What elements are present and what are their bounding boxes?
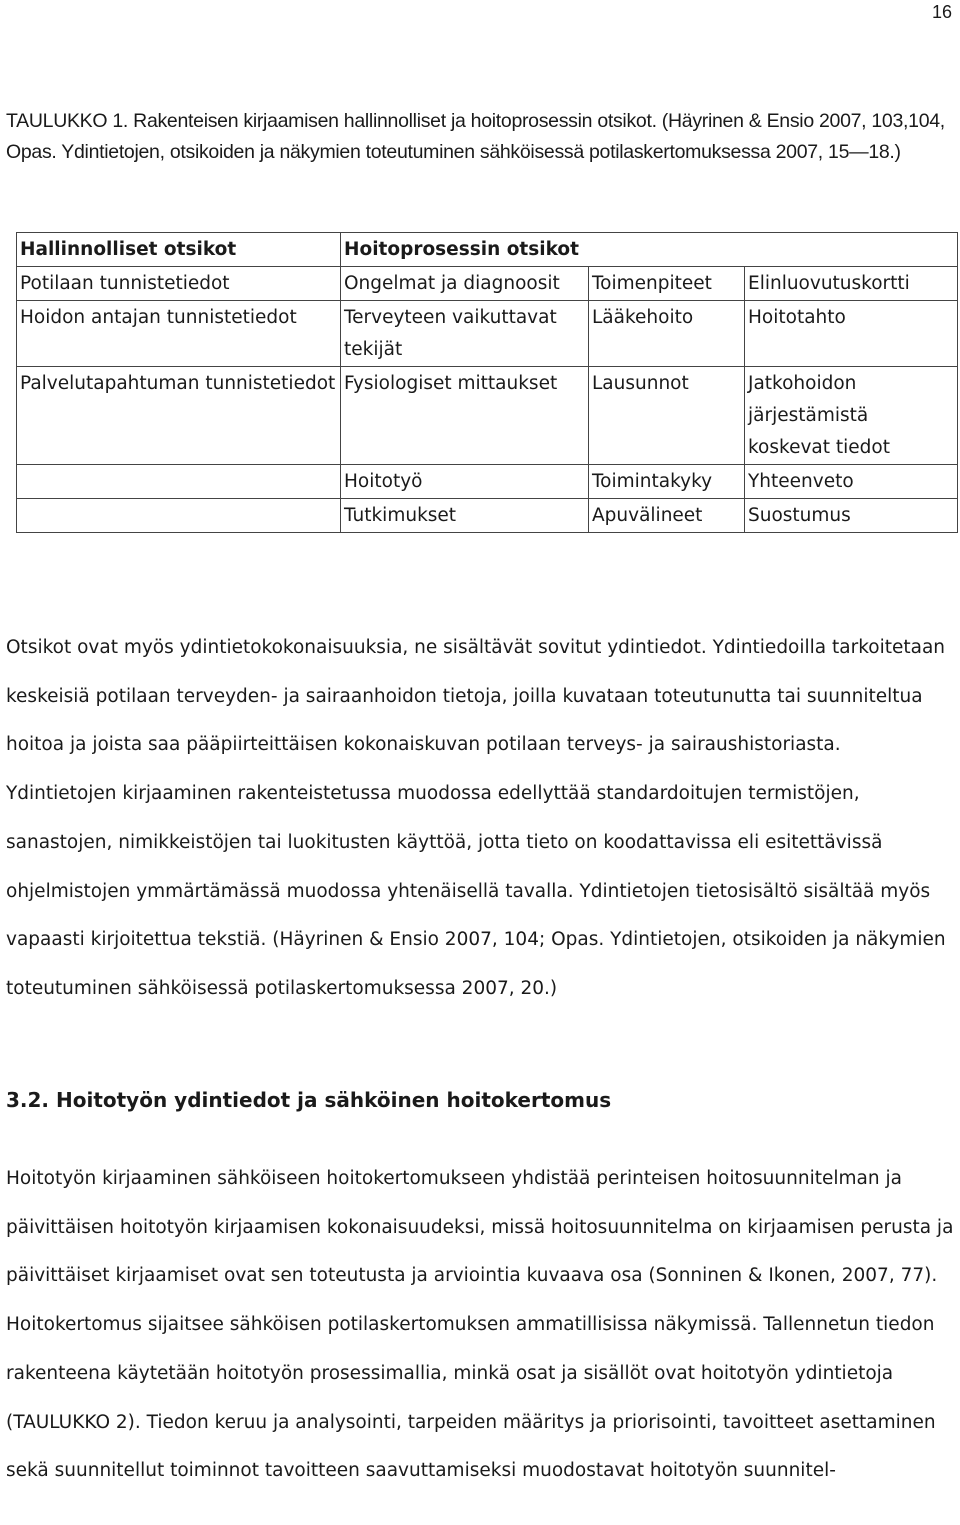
page-number: 16 <box>931 2 952 22</box>
table-row <box>17 499 958 533</box>
table-cell: Suostumus <box>745 499 958 533</box>
table-row <box>17 465 958 499</box>
table-row <box>17 301 958 367</box>
table-cell: Hoidon antajan tunnistetiedot <box>17 301 341 367</box>
table-cell: Hoitotyö <box>341 465 589 499</box>
table-header-admin: Hallinnolliset otsikot <box>17 233 341 267</box>
table-cell: Terveyteen vaikuttavat tekijät <box>341 301 589 367</box>
table-cell: Lausunnot <box>589 367 745 465</box>
table-cell <box>17 465 341 499</box>
headings-table <box>16 232 958 533</box>
table-header-row <box>17 233 958 267</box>
body-paragraph: Hoitotyön kirjaaminen sähköiseen hoitokertomukseen yhdistää perinteisen hoitosuunnitelman ja päivittäisen hoitotyön kirjaamisen kokonaisuudeksi, missä hoitosuunnitelma on kirjaamisen perusta ja päivittäiset kirjaamiset ovat sen toteutusta ja arviointia kuvaava osa (Sonninen & Ikonen, 2007, 77). Hoitokertomus sijaitsee sähköisen potilaskertomuksen ammatillisissa näkymissä. Tallennetun tiedon rakenteena käytetään hoitotyön prosessimallia, minkä osat ja sisällöt ovat hoitotyön ydintietoja (TAULUKKO 2). Tiedon keruu ja analysointi, tarpeiden määritys ja priorisointi, tavoitteet asettaminen sekä suunnitellut toiminnot tavoitteen saavuttamiseksi muodostavat hoitotyön suunnitel- <box>6 1168 954 1482</box>
table-cell: Palvelutapahtuman tunnistetiedot <box>17 367 341 465</box>
table-cell: Hoitotahto <box>745 301 958 367</box>
table-caption: TAULUKKO 1. Rakenteisen kirjaamisen hallinnolliset ja hoitoprosessin otsikot. (Häyrinen & Ensio 2007, 103,104, Opas. Ydintietojen, otsikoiden ja näkymien toteutuminen sähköisessä potilaskertomuksessa 2007, 15—18.) <box>6 110 945 163</box>
table-cell: Toimintakyky <box>589 465 745 499</box>
table-header-process: Hoitoprosessin otsikot <box>341 233 958 267</box>
table-cell <box>17 499 341 533</box>
table-cell: Tutkimukset <box>341 499 589 533</box>
table-row <box>17 267 958 301</box>
table-cell: Apuvälineet <box>589 499 745 533</box>
table-cell: Jatkohoidon järjestämistä koskevat tiedot <box>745 367 958 465</box>
table-cell: Yhteenveto <box>745 465 958 499</box>
table-row <box>17 367 958 465</box>
table-cell: Lääkehoito <box>589 301 745 367</box>
section-heading: 3.2. Hoitotyön ydintiedot ja sähköinen hoitokertomus <box>6 1088 612 1112</box>
table-cell: Ongelmat ja diagnoosit <box>341 267 589 301</box>
table-cell: Fysiologiset mittaukset <box>341 367 589 465</box>
body-paragraph: Otsikot ovat myös ydintietokokonaisuuksia, ne sisältävät sovitut ydintiedot. Ydintiedoilla tarkoitetaan keskeisiä potilaan terveyden- ja sairaanhoidon tietoja, joilla kuvataan toteutunutta tai suunniteltua hoitoa ja joista saa pääpiirteittäisen kokonaiskuvan potilaan terveys- ja sairaushistoriasta. Ydintietojen kirjaaminen rakenteistetussa muodossa edellyttää standardoitujen termistöjen, sanastojen, nimikkeistöjen tai luokitusten käyttöä, jotta tieto on koodattavissa eli esitettävissä ohjelmistojen ymmärtämässä muodossa yhtenäisellä tavalla. Ydintietojen tietosisältö sisältää myös vapaasti kirjoitettua tekstiä. (Häyrinen & Ensio 2007, 104; Opas. Ydintietojen, otsikoiden ja näkymien toteutuminen sähköisessä potilaskertomuksessa 2007, 20.) <box>6 637 946 999</box>
table-cell: Potilaan tunnistetiedot <box>17 267 341 301</box>
table-cell: Toimenpiteet <box>589 267 745 301</box>
table-cell: Elinluovutuskortti <box>745 267 958 301</box>
